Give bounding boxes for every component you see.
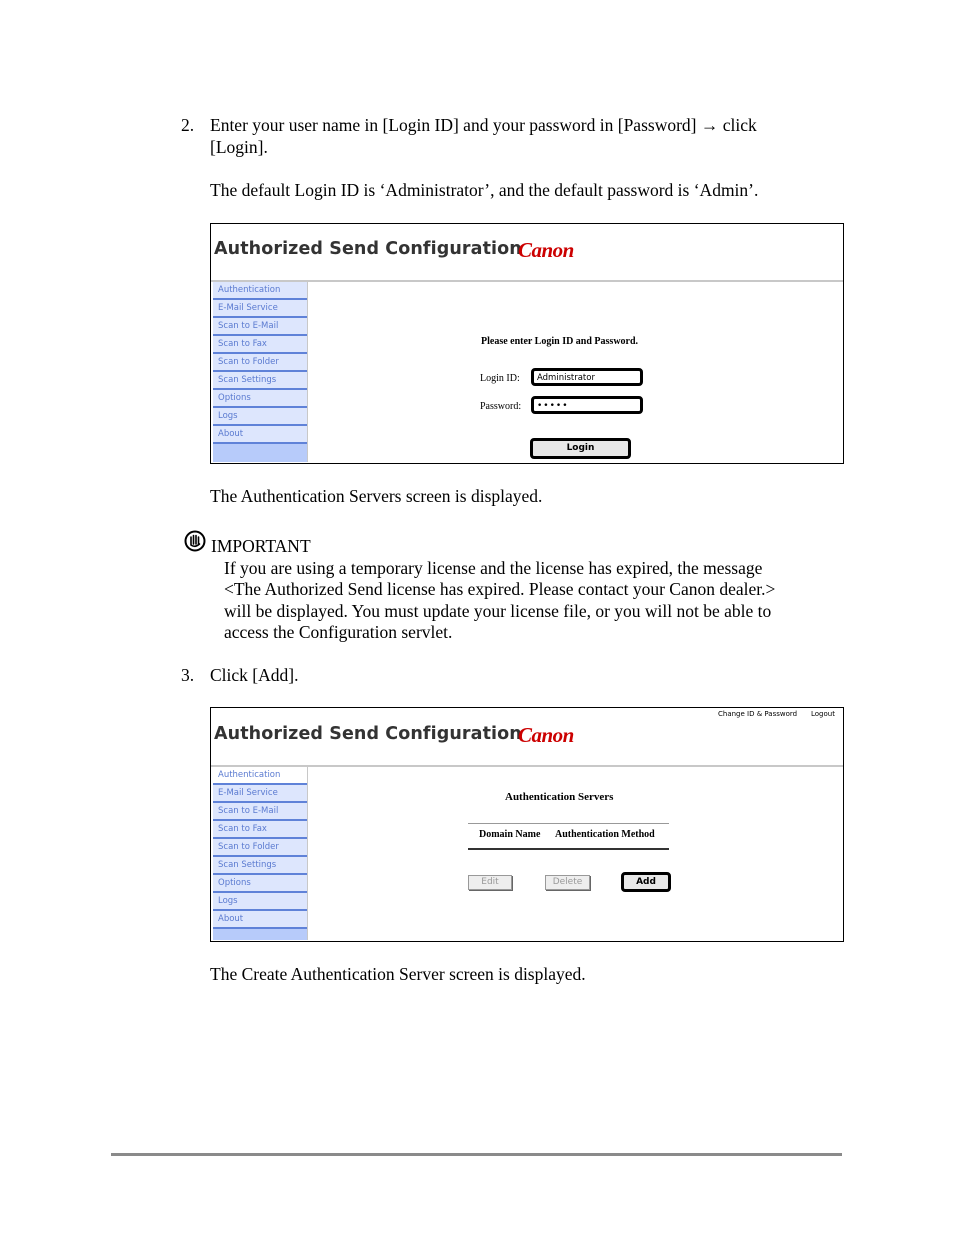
- column-authentication-method: Authentication Method: [555, 829, 655, 840]
- menu-item-about[interactable]: About: [213, 426, 307, 444]
- login-panel: [307, 282, 841, 462]
- step-3-number: 3.: [181, 665, 195, 685]
- default-credentials-note: The default Login ID is ‘Administrator’, and the default password is ‘Admin’.: [210, 180, 759, 200]
- footer-rule: [111, 1153, 842, 1156]
- sidebar-menu: [213, 282, 307, 462]
- important-line-3: will be displayed. You must update your license file, or you will not be able to: [224, 601, 772, 621]
- step-3-text: Click [Add].: [210, 665, 299, 685]
- menu-item-scan-to-email[interactable]: Scan to E-Mail: [213, 803, 307, 821]
- login-id-input[interactable]: Administrator: [531, 368, 643, 386]
- login-screenshot: [210, 223, 844, 464]
- password-label: Password:: [480, 401, 522, 412]
- sidebar-menu: [213, 767, 307, 940]
- important-line-4: access the Configuration servlet.: [224, 622, 453, 642]
- login-id-label: Login ID:: [480, 373, 520, 384]
- app-title: Authorized Send Configuration: [214, 724, 522, 744]
- add-button[interactable]: Add: [621, 872, 671, 892]
- important-heading: IMPORTANT: [211, 536, 311, 556]
- menu-item-authentication[interactable]: Authentication: [213, 767, 307, 785]
- servers-table-header: [468, 823, 669, 850]
- menu-item-options[interactable]: Options: [213, 875, 307, 893]
- step-2-line-2: [Login].: [210, 137, 268, 157]
- menu-item-email-service[interactable]: E-Mail Service: [213, 300, 307, 318]
- step-2-number: 2.: [181, 115, 195, 135]
- menu-item-scan-to-folder[interactable]: Scan to Folder: [213, 839, 307, 857]
- column-domain-name: Domain Name: [479, 829, 541, 840]
- password-input[interactable]: •••••: [531, 396, 643, 414]
- menu-item-scan-settings[interactable]: Scan Settings: [213, 372, 307, 390]
- auth-servers-heading: Authentication Servers: [505, 791, 614, 803]
- menu-item-authentication[interactable]: Authentication: [213, 282, 307, 300]
- auth-servers-panel: [307, 767, 841, 940]
- menu-item-scan-to-email[interactable]: Scan to E-Mail: [213, 318, 307, 336]
- after-add-text: The Create Authentication Server screen is displayed.: [210, 964, 586, 984]
- menu-item-logs[interactable]: Logs: [213, 893, 307, 911]
- step-2-line-1: Enter your user name in [Login ID] and your password in [Password] → click: [210, 115, 757, 135]
- important-line-2: <The Authorized Send license has expired. Please contact your Canon dealer.>: [224, 579, 776, 599]
- delete-button[interactable]: Delete: [545, 875, 590, 890]
- menu-item-scan-to-folder[interactable]: Scan to Folder: [213, 354, 307, 372]
- menu-item-scan-to-fax[interactable]: Scan to Fax: [213, 336, 307, 354]
- canon-logo: Canon: [518, 723, 574, 747]
- menu-item-logs[interactable]: Logs: [213, 408, 307, 426]
- edit-button[interactable]: Edit: [468, 875, 512, 890]
- change-id-password-link[interactable]: Change ID & Password: [718, 710, 798, 718]
- after-login-text: The Authentication Servers screen is displayed.: [210, 486, 543, 506]
- menu-item-email-service[interactable]: E-Mail Service: [213, 785, 307, 803]
- logout-link[interactable]: Logout: [811, 710, 835, 718]
- menu-item-options[interactable]: Options: [213, 390, 307, 408]
- important-hand-icon: [184, 530, 206, 552]
- menu-item-scan-settings[interactable]: Scan Settings: [213, 857, 307, 875]
- canon-logo: Canon: [518, 238, 574, 262]
- menu-item-scan-to-fax[interactable]: Scan to Fax: [213, 821, 307, 839]
- app-title: Authorized Send Configuration: [214, 239, 522, 259]
- auth-servers-screenshot: [210, 707, 844, 942]
- login-button[interactable]: Login: [530, 438, 631, 459]
- login-prompt: Please enter Login ID and Password.: [481, 336, 639, 347]
- menu-item-about[interactable]: About: [213, 911, 307, 929]
- important-line-1: If you are using a temporary license and the license has expired, the message: [224, 558, 763, 578]
